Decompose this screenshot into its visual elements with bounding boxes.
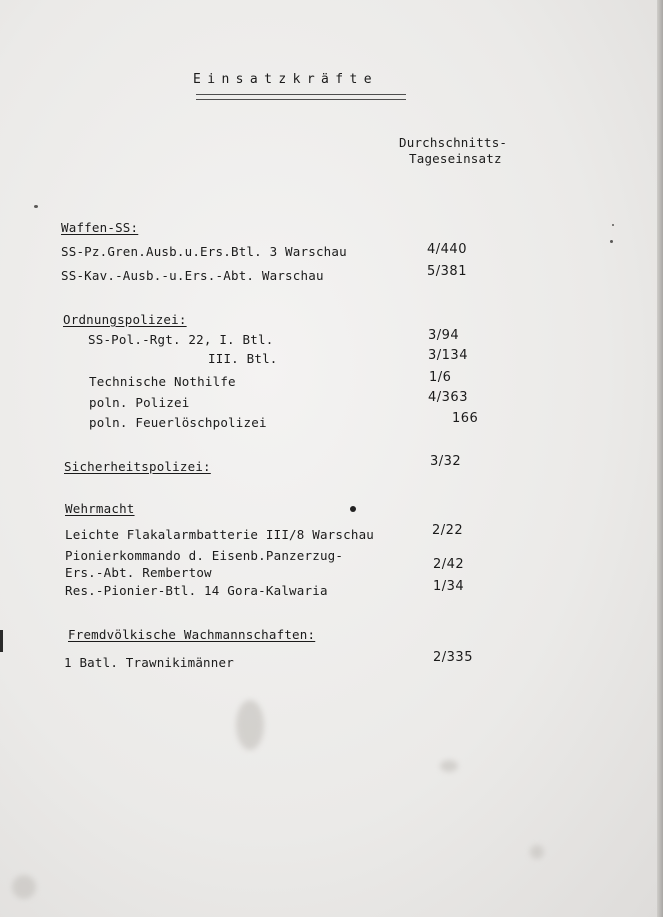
- title-double-underline: [196, 94, 406, 100]
- row-value: 4/440: [427, 242, 467, 257]
- row-value: 3/32: [430, 454, 462, 469]
- row-value: 1/34: [433, 579, 465, 594]
- row-label: poln. Polizei: [89, 395, 190, 410]
- row-value: 5/381: [427, 264, 467, 279]
- row-label: III. Btl.: [208, 351, 278, 366]
- page-edge-shadow: [657, 0, 663, 917]
- row-label: Leichte Flakalarmbatterie III/8 Warschau: [65, 527, 375, 542]
- row-label-continuation: Ers.-Abt. Rembertow: [65, 565, 212, 580]
- row-label: SS-Pz.Gren.Ausb.u.Ers.Btl. 3 Warschau: [61, 244, 347, 259]
- row-label: poln. Feuerlöschpolizei: [89, 415, 267, 430]
- row-value: 3/134: [428, 348, 468, 363]
- row-label: SS-Pol.-Rgt. 22, I. Btl.: [88, 332, 274, 347]
- document-title: Einsatzkräfte: [193, 72, 378, 87]
- section-heading-wehrmacht: Wehrmacht: [65, 501, 135, 516]
- row-value: 2/335: [433, 650, 473, 665]
- ink-speck: [610, 240, 613, 243]
- row-label: Pionierkommando d. Eisenb.Panzerzug-: [65, 548, 344, 563]
- paper-smudge: [530, 845, 544, 859]
- row-value: 3/94: [428, 328, 460, 343]
- column-header-line-2: Tageseinsatz: [409, 151, 502, 166]
- row-label: 1 Batl. Trawnikimänner: [64, 655, 234, 670]
- ink-speck: [612, 224, 614, 226]
- row-label: Res.-Pionier-Btl. 14 Gora-Kalwaria: [65, 583, 328, 598]
- ink-blot: [350, 506, 356, 512]
- section-heading-waffen-ss: Waffen-SS:: [61, 220, 139, 235]
- row-value: 166: [452, 411, 479, 426]
- section-heading-fremdvoelkische-wachmannschaften: Fremdvölkische Wachmannschaften:: [68, 627, 316, 642]
- paper-smudge: [236, 700, 264, 750]
- row-value: 4/363: [428, 390, 468, 405]
- row-label: Technische Nothilfe: [89, 374, 236, 389]
- section-heading-ordnungspolizei: Ordnungspolizei:: [63, 312, 187, 327]
- section-heading-sicherheitspolizei: Sicherheitspolizei:: [64, 459, 211, 474]
- row-value: 2/42: [433, 557, 465, 572]
- column-header-line-1: Durchschnitts-: [399, 135, 508, 150]
- ink-speck: [34, 205, 38, 208]
- binding-mark: [0, 630, 3, 652]
- paper-smudge: [12, 875, 36, 899]
- row-label: SS-Kav.-Ausb.-u.Ers.-Abt. Warschau: [61, 268, 324, 283]
- row-value: 2/22: [432, 523, 464, 538]
- row-value: 1/6: [429, 370, 452, 385]
- paper-smudge: [440, 760, 458, 772]
